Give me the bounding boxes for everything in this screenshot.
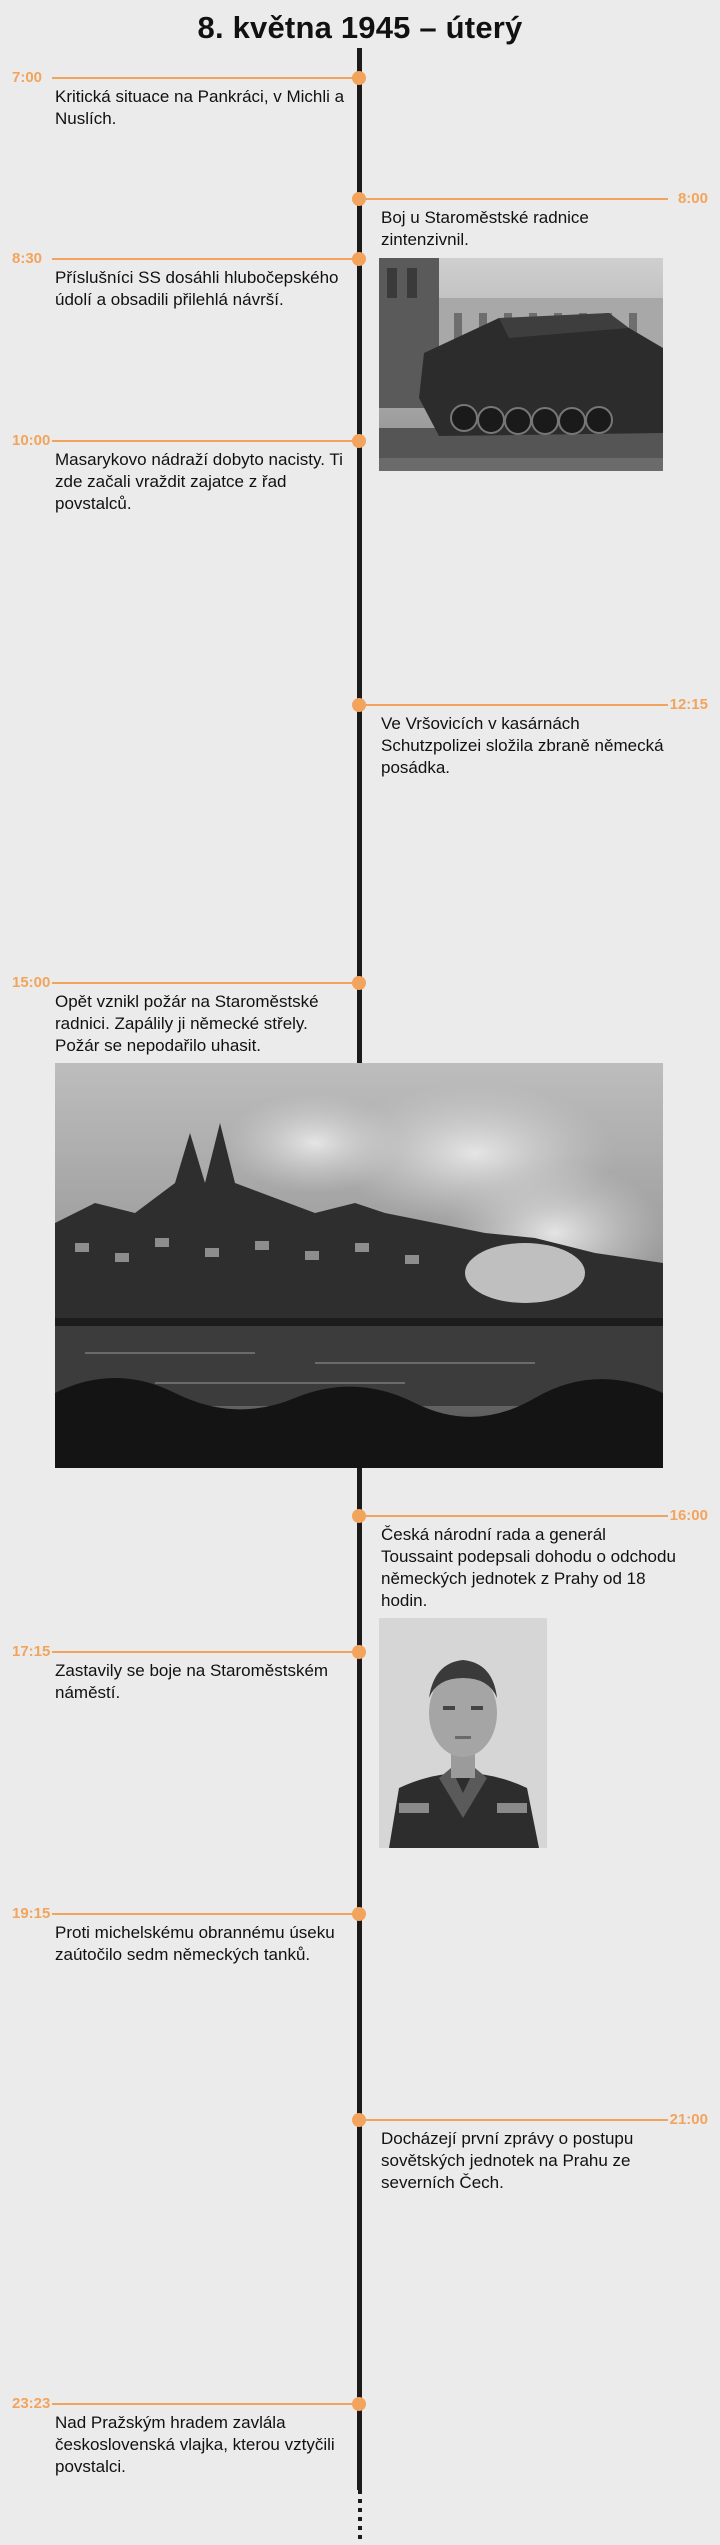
event-marker <box>352 698 366 712</box>
event-connector <box>52 440 360 442</box>
event-text: Opět vznikl požár na Staroměstské radnici. Zapálily ji německé střely. Požár se nepodařilo uhasit. <box>55 992 319 1055</box>
event-text: Kritická situace na Pankráci, v Michli a Nuslích. <box>55 87 345 128</box>
page-title: 8. května 1945 – úterý <box>197 10 523 45</box>
event-text: Boj u Staroměstské radnice zintenzivnil. <box>381 208 589 249</box>
event-time: 8:30 <box>12 250 43 267</box>
event-time: 10:00 <box>12 432 51 449</box>
tank-photo <box>379 258 663 471</box>
event-connector <box>52 1913 360 1915</box>
event-marker <box>352 71 366 85</box>
event-connector <box>52 77 360 79</box>
event-marker <box>352 1907 366 1921</box>
event-marker <box>352 976 366 990</box>
event-text: Docházejí první zprávy o postupu sovětských jednotek na Prahu ze severních Čech. <box>381 2129 634 2192</box>
event-time: 17:15 <box>12 1643 51 1660</box>
event-marker <box>352 1509 366 1523</box>
event-connector <box>52 1651 360 1653</box>
event-marker <box>352 434 366 448</box>
event-connector <box>360 1515 668 1517</box>
event-text: Česká národní rada a generál Toussaint podepsali dohodu o odchodu německých jednotek z Prahy od 18 hodin. <box>381 1525 676 1610</box>
event-marker <box>352 2397 366 2411</box>
event-text: Zastavily se boje na Staroměstském náměstí. <box>55 1661 329 1702</box>
event-time: 16:00 <box>669 1507 708 1524</box>
event-connector <box>52 982 360 984</box>
event-text: Příslušníci SS dosáhli hlubočepského údolí a obsadili přilehlá návrší. <box>55 268 339 309</box>
event-time: 21:00 <box>669 2111 708 2128</box>
event-time: 12:15 <box>669 696 708 713</box>
event-marker <box>352 2113 366 2127</box>
event-text: Nad Pražským hradem zavlála československá vlajka, kterou vztyčili povstalci. <box>55 2413 335 2476</box>
event-text: Masarykovo nádraží dobyto nacisty. Ti zde začali vraždit zajatce z řad povstalců. <box>55 450 343 513</box>
event-time: 7:00 <box>12 69 43 86</box>
portrait-photo <box>379 1618 547 1848</box>
event-time: 23:23 <box>12 2395 51 2412</box>
event-time: 19:15 <box>12 1905 51 1922</box>
event-marker <box>352 192 366 206</box>
event-connector <box>52 2403 360 2405</box>
event-time: 8:00 <box>677 190 708 207</box>
event-connector <box>52 258 360 260</box>
event-marker <box>352 252 366 266</box>
event-connector <box>360 2119 668 2121</box>
event-connector <box>360 704 668 706</box>
event-time: 15:00 <box>12 974 51 991</box>
event-connector <box>360 198 668 200</box>
timeline-continuation <box>358 2490 362 2540</box>
event-marker <box>352 1645 366 1659</box>
fire-photo <box>55 1063 663 1468</box>
event-text: Proti michelskému obrannému úseku zaútočilo sedm německých tanků. <box>55 1923 335 1964</box>
event-text: Ve Vršovicích v kasárnách Schutzpolizei složila zbraně německá posádka. <box>381 714 664 777</box>
